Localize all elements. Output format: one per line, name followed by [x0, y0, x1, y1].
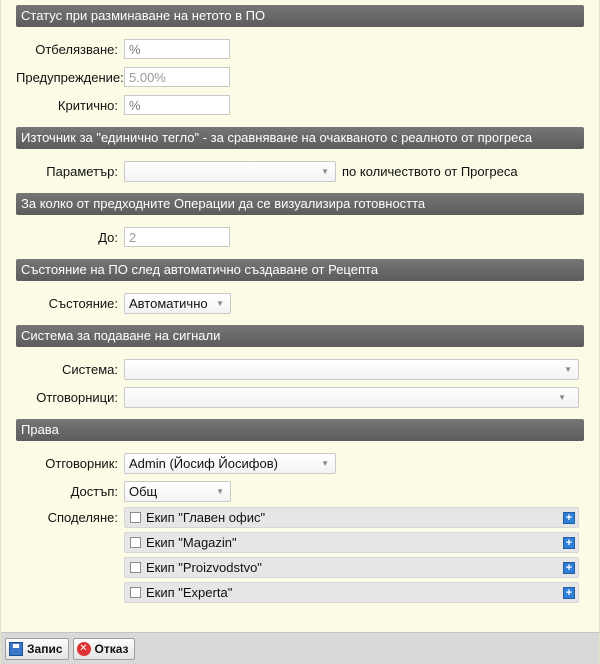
share-row-group — [16, 507, 584, 607]
upto-label: До: — [98, 229, 118, 245]
form-footer — [1, 632, 599, 664]
system-row — [16, 355, 584, 383]
upto-row — [16, 223, 584, 251]
rights-section-header: Права — [16, 419, 584, 441]
owner-label: Отговорник: — [45, 455, 118, 471]
signals-section — [16, 325, 584, 411]
source-section-header: Източник за "единично тегло" - за сравняване на очакваното с реалното от прогреса — [16, 127, 584, 149]
critical-input[interactable] — [124, 95, 230, 115]
access-select-value: Общ — [129, 483, 158, 499]
access-row — [16, 477, 584, 505]
plus-icon[interactable]: + — [563, 512, 575, 524]
checkbox[interactable] — [130, 537, 141, 548]
param-label: Параметър: — [46, 163, 118, 179]
share-item[interactable] — [124, 532, 579, 553]
chevron-down-icon: ▼ — [558, 392, 566, 402]
po-state-section-header: Състояние на ПО след автоматично създаване от Рецепта — [16, 259, 584, 281]
param-select[interactable] — [124, 161, 336, 182]
access-select[interactable] — [124, 481, 231, 502]
bleach-row — [16, 35, 584, 63]
signals-section-header: Система за подаване на сигнали — [16, 325, 584, 347]
owner-row — [16, 449, 584, 477]
floppy-disk-icon — [9, 642, 23, 656]
cancel-button-label: Отказ — [94, 641, 129, 656]
owner-select-value: Admin (Йосиф Йосифов) — [129, 455, 278, 471]
param-suffix: по количеството от Прогреса — [342, 163, 518, 179]
settings-form — [1, 0, 599, 607]
checkbox[interactable] — [130, 562, 141, 573]
status-section — [16, 5, 584, 119]
previous-ops-section-header: За колко от предходните Операции да се визуализира готовността — [16, 193, 584, 215]
plus-icon[interactable]: + — [563, 562, 575, 574]
save-button-label: Запис — [27, 641, 63, 656]
bleach-input[interactable] — [124, 39, 230, 59]
state-select[interactable] — [124, 293, 231, 314]
share-item-label: Екип "Magazin" — [146, 535, 237, 550]
state-label: Състояние: — [48, 295, 118, 311]
warning-label: Предупреждение: — [16, 69, 124, 85]
chevron-down-icon: ▼ — [216, 486, 224, 496]
share-item[interactable] — [124, 557, 579, 578]
cancel-circle-icon: ✕ — [77, 642, 91, 656]
bleach-label: Отбелязване: — [35, 41, 118, 57]
share-item[interactable] — [124, 582, 579, 603]
source-section — [16, 127, 584, 185]
checkbox[interactable] — [130, 512, 141, 523]
state-select-value: Автоматично — [129, 295, 208, 311]
cancel-button[interactable] — [73, 638, 135, 660]
share-item-label: Екип "Experta" — [146, 585, 233, 600]
save-button[interactable] — [5, 638, 69, 660]
share-list — [124, 507, 579, 607]
chevron-down-icon: ▼ — [216, 298, 224, 308]
responders-select[interactable] — [124, 387, 579, 408]
checkbox[interactable] — [130, 587, 141, 598]
plus-icon[interactable]: + — [563, 537, 575, 549]
system-select[interactable] — [124, 359, 579, 380]
responders-label: Отговорници: — [36, 389, 118, 405]
critical-row — [16, 91, 584, 119]
system-label: Система: — [62, 361, 118, 377]
share-item-label: Екип "Главен офис" — [146, 510, 266, 525]
param-row — [16, 157, 584, 185]
chevron-down-icon: ▼ — [321, 458, 329, 468]
warning-input[interactable] — [124, 67, 230, 87]
warning-row — [16, 63, 584, 91]
owner-select[interactable] — [124, 453, 336, 474]
rights-section — [16, 419, 584, 607]
po-state-section — [16, 259, 584, 317]
access-label: Достъп: — [70, 483, 118, 499]
upto-input[interactable] — [124, 227, 230, 247]
chevron-down-icon: ▼ — [321, 166, 329, 176]
share-label: Споделяне: — [47, 510, 118, 525]
share-item-label: Екип "Proizvodstvo" — [146, 560, 262, 575]
critical-label: Критично: — [57, 97, 118, 113]
chevron-down-icon: ▼ — [564, 364, 572, 374]
status-section-header: Статус при разминаване на нетото в ПО — [16, 5, 584, 27]
plus-icon[interactable]: + — [563, 587, 575, 599]
share-item[interactable] — [124, 507, 579, 528]
responders-row — [16, 383, 584, 411]
previous-ops-section — [16, 193, 584, 251]
state-row — [16, 289, 584, 317]
